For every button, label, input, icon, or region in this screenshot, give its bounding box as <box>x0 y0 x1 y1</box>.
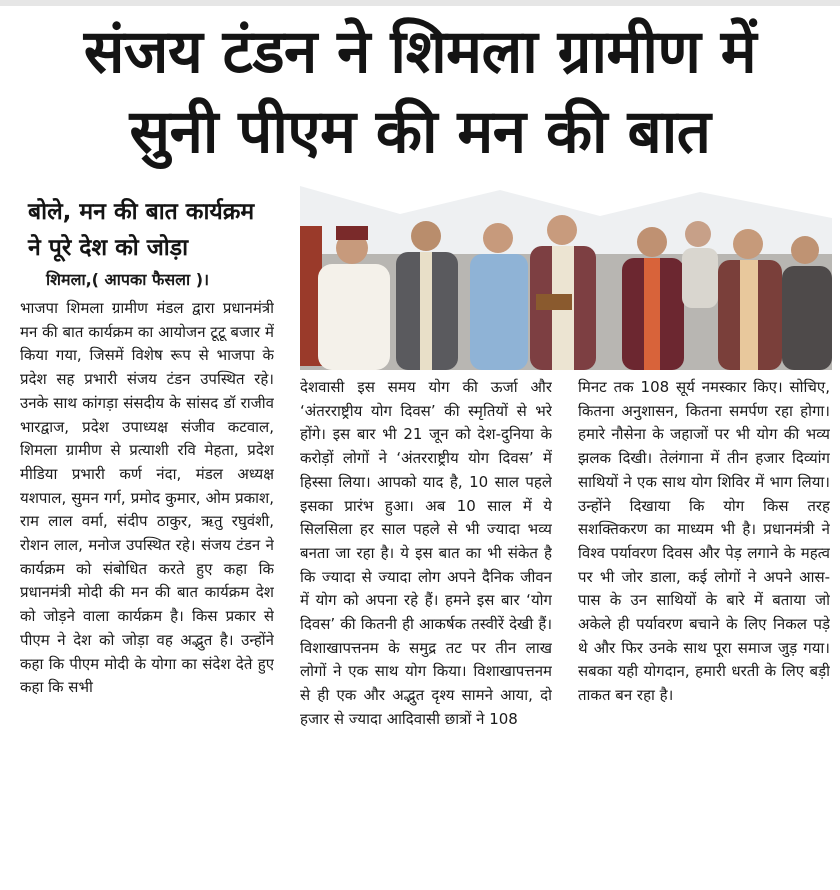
headline-line-1: संजय टंडन ने शिमला ग्रामीण में <box>83 17 757 87</box>
dateline: शिमला,( आपका फैसला )। <box>46 270 210 289</box>
article-column-3 <box>578 376 830 886</box>
subheadline-line-1: बोले, मन की बात कार्यक्रम <box>28 199 255 225</box>
column-1-text: भाजपा शिमला ग्रामीण मंडल द्वारा प्रधानमंत्री मन की बात कार्यक्रम का आयोजन टूटू बजार में किया गया, जिसमें विशेष रूप से भाजपा के प्रदेश सह प्रभारी संजय टंडन उपस्थित रहे। उनके साथ कांगड़ा संसदीय के सांसद डॉ राजीव भारद्वाज, प्रदेश उपाध्यक्ष संजीव कटवाल, शिमला ग्रामीण से प्रत्याशी रवि मेहता, प्रदेश मीडिया प्रभारी कर्ण नंदा, मंडल अध्यक्ष यशपाल, सुमन गर्ग, प्रमोद कुमार, ओम प्रकाश, राम लाल वर्मा, संदीप ठाकुर, ऋतु रघुवंशी, रोशन लाल, मनोज उपस्थित रहे। संजय टंडन ने कार्यक्रम को संबोधित करते हुए कहा कि प्रधानमंत्री मोदी की मन की बात कार्यक्रम देश को जोड़ने वाला कार्यक्रम है। किस प्रकार से पीएम ने देश को जोड़ा वह अद्भुत है। उन्होंने कहा कि पीएम मोदी के योगा का संदेश देते हुए कहा कि सभी <box>20 299 274 697</box>
subheadline-line-2: ने पूरे देश को जोड़ा <box>28 235 189 261</box>
article-column-1 <box>20 297 274 889</box>
headline-line-2: सुनी पीएम की मन की बात <box>129 97 711 167</box>
column-2-text: देशवासी इस समय योग की ऊर्जा और ‘अंतरराष्ट्रीय योग दिवस’ की स्मृतियों से भरे होंगे। इस बार भी 21 जून को देश-दुनिया के करोड़ों लोगों ने ‘अंतरराष्ट्रीय योग दिवस’ में हिस्सा लिया। आपको याद है, 10 साल पहले इसका प्रारंभ हुआ। अब 10 साल में ये सिलसिला हर साल पहले से भी ज्यादा भव्य बनता जा रहा है। ये इस बात का भी संकेत है कि ज्यादा से ज्यादा लोग अपने दैनिक जीवन में योग को अपना रहे हैं। हमने इस बार ‘योग दिवस’ की कितनी ही आकर्षक तस्वीरें देखी हैं। विशाखापत्तनम के समुद्र तट पर तीन लाख लोगों ने एक साथ योग किया। विशाखापत्तनम से ही एक और अद्भुत दृश्य सामने आया, दो हजार से ज्यादा आदिवासी छात्रों ने 108 <box>300 378 552 728</box>
news-photo <box>300 186 832 370</box>
page-top-rule <box>0 0 840 6</box>
subheadline <box>28 194 288 266</box>
column-3-text: मिनट तक 108 सूर्य नमस्कार किए। सोचिए, कितना अनुशासन, कितना समर्पण रहा होगा। हमारे नौसेना के जहाजों पर भी योग की भव्य झलक दिखी। तेलंगाना में तीन हजार दिव्यांग साथियों ने एक साथ योग शिविर में भाग लिया। उन्होंने दिखाया कि योग किस तरह सशक्तिकरण का माध्यम भी है। प्रधानमंत्री ने विश्व पर्यावरण दिवस और पेड़ लगाने के महत्व पर भी जोर डाला, कई लोगों ने अपने आस-पास के उन साथियों के बारे में बताया जो अकेले ही पर्यावरण बचाने के लिए निकल पड़े थे और फिर उनके साथ पूरा समाज जुड़ गया। सबका यही योगदान, हमारी धरती के लिए बड़ी ताकत बन रहा है। <box>578 378 830 705</box>
news-photo-icon <box>300 186 832 370</box>
article-column-2 <box>300 376 552 886</box>
headline <box>0 12 840 172</box>
